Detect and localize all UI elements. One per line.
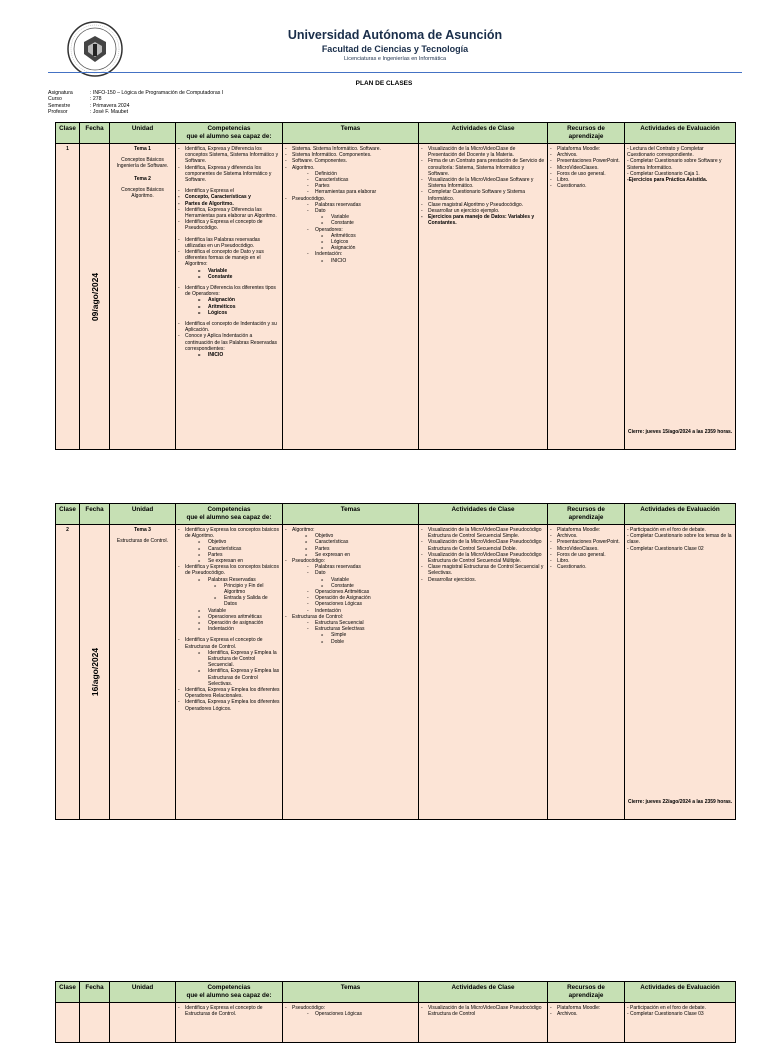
clase-number: 1 — [56, 144, 80, 450]
evaluacion-item: -Ejercicios para Práctica Asistida. — [627, 177, 708, 184]
list-item: - Identifica, Expresa y Emplea los diferentes Operadores Lógicos. — [178, 699, 280, 711]
list-item: - Software. Componentes. — [285, 158, 416, 164]
list-subitem: - Palabras reservadas — [285, 202, 416, 208]
col-clase: Clase — [56, 123, 80, 144]
plan-title: PLAN DE CLASES — [355, 80, 413, 87]
list-subitem: o Indentación — [178, 626, 280, 632]
list-item: - Algoritmo: — [285, 527, 416, 533]
col-actividades: Actividades de Clase — [419, 123, 548, 144]
plan-table-clase-2 — [55, 503, 736, 820]
temas-cell — [283, 144, 419, 450]
list-subitem: o Características — [285, 539, 416, 545]
list-item: - Archivos. — [550, 1011, 622, 1017]
col-actividades: Actividades de Clase — [419, 504, 548, 525]
evaluacion-item: - Completar Cuestionario Caja 1. — [627, 170, 700, 177]
list-item: - Visualización de la MicroVideoClase de Presentación del Docente y la Materia. — [421, 146, 545, 158]
meta-value: : 278 — [90, 96, 102, 103]
col-recursos-l1: Recursos de — [567, 125, 605, 132]
evaluacion-item: - Completar Cuestionario sobre los temas de la clase. — [627, 533, 732, 546]
list-subsubitem: o Variable — [285, 577, 416, 583]
table-row — [56, 525, 736, 820]
list-item: - Identifica, Expresa y Diferencia las Herramientas para elaborar un Algoritmo. — [178, 207, 280, 219]
header-divider — [48, 72, 742, 73]
col-temas: Temas — [283, 982, 419, 1003]
list-subitem: o Objetivo — [178, 539, 280, 545]
unidad-tema: Tema 3 — [134, 527, 151, 533]
list-subitem: o Aritméticos — [178, 304, 280, 310]
table-row — [56, 1003, 736, 1043]
evaluacion-item: - Completar Cuestionario Clase 02 — [627, 545, 704, 552]
list-item: - Pseudocódigo: — [285, 1005, 416, 1011]
faculty-name: Facultad de Ciencias y Tecnología — [321, 44, 469, 54]
unidad-desc: Conceptos Básicos Algoritmo. — [121, 186, 164, 200]
col-evaluacion: Actividades de Evaluación — [625, 504, 736, 525]
col-recursos-l1: Recursos de — [567, 506, 605, 513]
col-competencias-l2: que el alumno sea capaz de: — [186, 514, 272, 521]
list-item: - Identifica, Expresa y Diferencia los conceptos Sistema, Sistema Informático y Software. — [178, 146, 280, 165]
list-item: - Cuestionario. — [550, 183, 622, 189]
university-seal-icon — [66, 20, 124, 78]
evaluacion-item: - Lectura del Contrato y Completar Cuestionario correspondiente. — [627, 146, 704, 159]
unidad-cell — [110, 144, 176, 450]
list-item: - Visualización de la MicroVideoClase Pseudocódigo Estructura de Control Secuencial Múltiple. — [421, 552, 545, 564]
list-item: - Archivos. — [550, 152, 622, 158]
list-item: - Sistema. Sistema Informático. Software. — [285, 146, 416, 152]
list-subsubitem: o Asignación — [285, 245, 416, 251]
competencias-cell — [176, 525, 283, 820]
list-item: - MicroVideoClases. — [550, 546, 622, 552]
competencias-cell — [176, 144, 283, 450]
table-header-row — [56, 123, 736, 144]
col-clase: Clase — [56, 982, 80, 1003]
list-subitem: - Operadores: — [285, 227, 416, 233]
list-subitem: o Identifica, Expresa y Emplea las Estructuras de Control Selectivas. — [178, 668, 280, 687]
recursos-cell — [548, 1003, 625, 1043]
list-item: - Presentaciones PowerPoint. — [550, 158, 622, 164]
fecha-text: 09/ago/2024 — [89, 272, 100, 321]
col-competencias-l1: Competencias — [207, 125, 251, 132]
list-subsubitem: o Aritméticos — [285, 233, 416, 239]
list-subitem: - Indentación: — [285, 251, 416, 257]
list-subitem: - Dato — [285, 570, 416, 576]
unidad-cell — [110, 525, 176, 820]
col-recursos-l1: Recursos de — [567, 984, 605, 991]
plan-table-clase-3 — [55, 981, 736, 1043]
university-name: Universidad Autónoma de Asunción — [287, 28, 503, 42]
col-temas: Temas — [283, 504, 419, 525]
col-competencias — [176, 123, 283, 144]
list-item: - Cuestionario. — [550, 564, 622, 570]
list-subitem: o Constante — [178, 274, 280, 280]
table-header-row — [56, 504, 736, 525]
list-item: - Algoritmo. — [285, 165, 416, 171]
list-item: - Pseudocódigo: — [285, 558, 416, 564]
col-actividades: Actividades de Clase — [419, 982, 548, 1003]
list-subitem: o Operación de asignación — [178, 620, 280, 626]
list-subsubitem: o Simple — [285, 632, 416, 638]
fecha-cell — [80, 1003, 110, 1043]
list-item: - Archivos. — [550, 533, 622, 539]
list-item: - Visualización de la MicroVideoClase Pseudocódigo Estructura de Control — [421, 1005, 545, 1017]
list-item: - Foros de uso general. — [550, 552, 622, 558]
list-subitem: - Indentación — [285, 608, 416, 614]
evaluacion-item: - Participación en el foro de debate. — [627, 1005, 706, 1011]
col-recursos-l2: aprendizaje — [568, 992, 604, 999]
table-row — [56, 144, 736, 450]
col-evaluacion: Actividades de Evaluación — [625, 123, 736, 144]
list-subsubitem: o Lógicos — [285, 239, 416, 245]
list-subitem: - Palabras reservadas — [285, 564, 416, 570]
unidad-cell — [110, 1003, 176, 1043]
meta-key: Profesor — [48, 108, 68, 115]
list-subitem: - Operación de Asignación — [285, 595, 416, 601]
col-recursos — [548, 982, 625, 1003]
list-subitem: o Palabras Reservadas — [178, 577, 280, 583]
temas-cell — [283, 525, 419, 820]
list-subitem: - Estructuras Selectivas — [285, 626, 416, 632]
list-item: - Conoce y Aplica Indentación a continuación de las Palabras Reservadas correspondientes: — [178, 333, 280, 352]
list-item: - Identifica las Palabras reservadas utilizadas en un Pseudocódigo. — [178, 237, 280, 249]
list-subitem: o Objetivo — [285, 533, 416, 539]
list-item: - Plataforma Moodle: — [550, 527, 622, 533]
list-item: - Clase magistral Estructuras de Control Secuencial y Selectivas. — [421, 564, 545, 576]
list-subsubitem: o Doble — [285, 639, 416, 645]
col-recursos-l2: aprendizaje — [568, 514, 604, 521]
list-item: - Desarrollar ejercicios. — [421, 577, 545, 583]
list-item: - Estructuras de Control: — [285, 614, 416, 620]
list-item: - Libro. — [550, 177, 622, 183]
recursos-cell — [548, 144, 625, 450]
list-item: - Clase magistral Algoritmo y Pseudocódigo. — [421, 202, 545, 208]
fecha-text: 16/ago/2024 — [89, 647, 100, 697]
list-item: - Identifica el concepto de Indentación y su Aplicación. — [178, 321, 280, 333]
temas-cell — [283, 1003, 419, 1043]
list-subitem: o Identifica, Expresa y Emplea la Estructura de Control Secuencial. — [178, 650, 280, 669]
list-subitem: - Herramientas para elaborar — [285, 189, 416, 195]
programs-subtitle: Licenciaturas e Ingenierías en Informática — [343, 56, 447, 62]
list-subitem: o Lógicos — [178, 310, 280, 316]
table-header-row — [56, 982, 736, 1003]
meta-row — [48, 109, 223, 115]
evaluacion-cell — [625, 525, 736, 820]
list-item: - Pseudocódigo. — [285, 196, 416, 202]
actividades-cell — [419, 1003, 548, 1043]
unidad-tema: Tema 1 — [134, 146, 151, 152]
list-subitem: - Definición — [285, 171, 416, 177]
list-item: - Identifica y Expresa el concepto de Estructuras de Control. — [178, 637, 280, 649]
meta-value: : José F. Maubet — [90, 108, 129, 115]
list-subitem: o Partes — [178, 552, 280, 558]
list-subitem: o Variable — [178, 268, 280, 274]
actividades-cell — [419, 144, 548, 450]
list-item: - Plataforma Moodle: — [550, 146, 622, 152]
list-subitem: - Operaciones Lógicas — [285, 1011, 416, 1017]
plan-table-clase-1 — [55, 122, 736, 450]
evaluacion-cell — [625, 1003, 736, 1043]
unidad-tema: Tema 2 — [134, 175, 151, 182]
meta-value: : INFO-150 – Lógica de Programación de Computadoras I — [90, 90, 224, 96]
unidad-desc: Conceptos Básicos Ingeniería de Software. — [116, 157, 169, 170]
col-recursos — [548, 123, 625, 144]
recursos-cell — [548, 525, 625, 820]
col-competencias — [176, 982, 283, 1003]
list-item: - Presentaciones PowerPoint. — [550, 539, 622, 545]
evaluacion-item: - Completar Cuestionario Clase 03 — [627, 1011, 704, 1018]
list-item: - Visualización de la MicroVideoClase Pseudocódigo Estructura de Control Secuencial Simple. — [421, 527, 545, 539]
meta-value: : Primavera 2024 — [90, 102, 130, 109]
list-item: - Plataforma Moodle: — [550, 1005, 622, 1011]
list-subitem: o Características — [178, 546, 280, 552]
list-item: - Desarrollar un ejercicio ejemplo. — [421, 208, 545, 214]
document-header — [0, 0, 768, 78]
list-subitem: - Operaciones Aritméticas — [285, 589, 416, 595]
list-subitem: - Partes — [285, 183, 416, 189]
col-fecha: Fecha — [80, 982, 110, 1003]
list-subitem: - Estructura Secuencial — [285, 620, 416, 626]
col-unidad: Unidad — [110, 982, 176, 1003]
list-item: - Identifica y Diferencia los diferentes tipos de Operadores: — [178, 285, 280, 297]
list-item: - Visualización de la MicroVideoClase Pseudocódigo Estructura de Control Secuencial Doble. — [421, 539, 545, 551]
list-subsubitem: o INICIO — [285, 258, 416, 264]
actividades-cell — [419, 525, 548, 820]
list-subitem: o Variable — [178, 608, 280, 614]
list-subitem: - Características — [285, 177, 416, 183]
list-item: - Visualización de la MicroVideoClase Software y Sistema Informático. — [421, 177, 545, 189]
list-item: - Completar Cuestionario Software y Sistema Informático. — [421, 189, 545, 201]
col-temas: Temas — [283, 123, 419, 144]
list-item: - Identifica el concepto de Dato y sus diferentes formas de manejo en el Algoritmo: — [178, 249, 280, 268]
list-item-cont: - Partes de Algoritmo. — [178, 201, 280, 207]
list-item: - Identifica, Expresa y Emplea los diferentes Operadores Relacionales. — [178, 687, 280, 699]
fecha-cell — [80, 144, 110, 450]
list-subitem: - Operaciones Lógicas — [285, 601, 416, 607]
meta-key: Semestre — [48, 102, 71, 109]
col-competencias-l1: Competencias — [207, 506, 251, 513]
list-subitem: - Dato — [285, 208, 416, 214]
evaluacion-cell — [625, 144, 736, 450]
col-recursos — [548, 504, 625, 525]
list-item: - Ejercicios para manejo de Datos: Variables y Constantes. — [421, 214, 545, 226]
course-meta — [48, 90, 223, 115]
list-subitem: o Se expresan en — [178, 558, 280, 564]
unidad-desc: Estructuras de Control. — [116, 538, 169, 545]
col-unidad: Unidad — [110, 123, 176, 144]
list-item-cont: - Concepto, Características y — [178, 194, 280, 200]
col-competencias-l2: que el alumno sea capaz de: — [186, 133, 272, 140]
list-item: - Identifica y Expresa el concepto de Estructuras de Control. — [178, 1005, 280, 1017]
list-item: - Identifica y Expresa el — [178, 188, 280, 194]
list-item: - Identifica y Expresa los conceptos básicos de Pseudocódigo. — [178, 564, 280, 576]
col-unidad: Unidad — [110, 504, 176, 525]
cierre-date: Cierre: jueves 22/ago/2024 a las 2359 horas. — [628, 798, 733, 805]
list-subitem: o Asignación — [178, 297, 280, 303]
col-competencias-l2: que el alumno sea capaz de: — [186, 992, 272, 999]
col-evaluacion: Actividades de Evaluación — [625, 982, 736, 1003]
evaluacion-item: - Participación en el foro de debate. — [627, 527, 706, 533]
fecha-cell — [80, 525, 110, 820]
list-subsubitem: o Constante — [285, 220, 416, 226]
list-subsubitem: o Entrada y Salida de Datos — [178, 595, 280, 607]
list-subsubitem: o Constante — [285, 583, 416, 589]
list-subsubitem: o Variable — [285, 214, 416, 220]
list-subitem: o INICIO — [178, 352, 280, 358]
col-fecha: Fecha — [80, 123, 110, 144]
cierre-date: Cierre: jueves 15/ago/2024 a las 2359 horas. — [628, 428, 733, 435]
list-item: - Firma de un Contrato para prestación de Servicio de consultoría: Sistema, Sistema Informático y Software. — [421, 158, 545, 177]
list-subitem: o Se expresan en — [285, 552, 416, 558]
list-item: - Identifica y Expresa los conceptos básicos de Algoritmo. — [178, 527, 280, 539]
list-item: - Identifica y Expresa el concepto de Pseudocódigo. — [178, 219, 280, 231]
list-item: - Libro. — [550, 558, 622, 564]
list-subsubitem: o Principio y Fin del Algoritmo — [178, 583, 280, 595]
col-clase: Clase — [56, 504, 80, 525]
col-competencias — [176, 504, 283, 525]
competencias-cell — [176, 1003, 283, 1043]
clase-number: 2 — [56, 525, 80, 820]
meta-key: Asignatura — [48, 90, 73, 96]
list-item: - Sistema Informático. Componentes. — [285, 152, 416, 158]
col-fecha: Fecha — [80, 504, 110, 525]
list-item: - MicroVideoClases. — [550, 165, 622, 171]
meta-key: Curso — [48, 96, 62, 103]
clase-number — [56, 1003, 80, 1043]
list-subitem: o Partes — [285, 546, 416, 552]
list-item: - Identifica, Expresa y diferencia los componentes de Sistema Informático y Software. — [178, 165, 280, 184]
col-competencias-l1: Competencias — [207, 984, 251, 991]
evaluacion-item: - Completar Cuestionario sobre Software y Sistema Informático. — [627, 158, 722, 171]
list-item: - Foros de uso general. — [550, 171, 622, 177]
col-recursos-l2: aprendizaje — [568, 133, 604, 140]
list-subitem: o Operaciones aritméticas — [178, 614, 280, 620]
